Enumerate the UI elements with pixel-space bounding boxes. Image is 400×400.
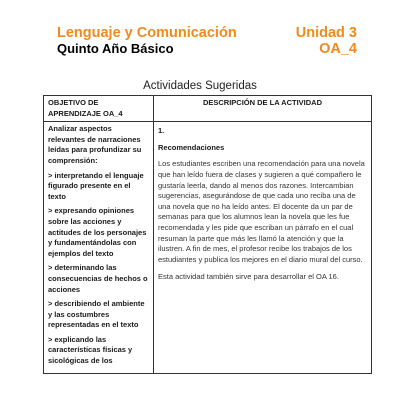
objective-item: Analizar aspectos relevantes de narraciones leídas para profundizar su comprensión: xyxy=(48,124,142,165)
objective-header: OBJETIVO DE APRENDIZAJE OA_4 xyxy=(44,96,154,122)
grade-title: Quinto Año Básico xyxy=(57,41,174,56)
activity-number: 1. xyxy=(158,126,165,136)
activity-text: Los estudiantes escriben una recomendación para una novela que han leído fuera de clases y sugieren a qué compañero le gustaría leerla, dando al menos dos razones. Intercambian sugerencias, asegurándose de que cada uno reciba una de una novela que no ha leído antes. El docente da un par de semanas para que los alumnos lean la novela que les fue recomendada y les pide que escriban un párrafo en el cual resuman la parte que más les llamó la atención y que la ilustren. A fin de mes, el profesor recibe los trabajos de los estudiantes y publica los mejores en el diario mural del curso. xyxy=(158,159,365,264)
activity-cell xyxy=(154,122,372,373)
objective-item: > expresando opiniones sobre las acciones y actitudes de los personajes y fundamentándolas con ejemplos del texto xyxy=(48,206,147,258)
table-row xyxy=(44,122,372,373)
description-header: DESCRIPCIÓN DE LA ACTIVIDAD xyxy=(154,96,372,122)
unit-label: Unidad 3 xyxy=(295,25,357,41)
objective-item: > explicando las características físicas y sicológicas de los xyxy=(48,334,133,366)
objectives-cell xyxy=(44,122,154,373)
table-header-row xyxy=(44,96,372,122)
activity-note: Esta actividad también sirve para desarrollar el OA 16. xyxy=(158,272,339,282)
objective-item: > interpretando el lenguaje figurado presente en el texto xyxy=(48,170,144,201)
activity-title: Recomendaciones xyxy=(158,142,225,152)
objective-item: > describiendo el ambiente y las costumbres representadas en el texto xyxy=(48,299,145,330)
objective-item: > determinando las consecuencias de hechos o acciones xyxy=(48,263,148,294)
subject-title: Lenguaje y Comunicación xyxy=(57,25,237,41)
oa-label: OA_4 xyxy=(319,41,357,57)
section-title: Actividades Sugeridas xyxy=(143,80,257,92)
activities-table xyxy=(43,95,372,374)
